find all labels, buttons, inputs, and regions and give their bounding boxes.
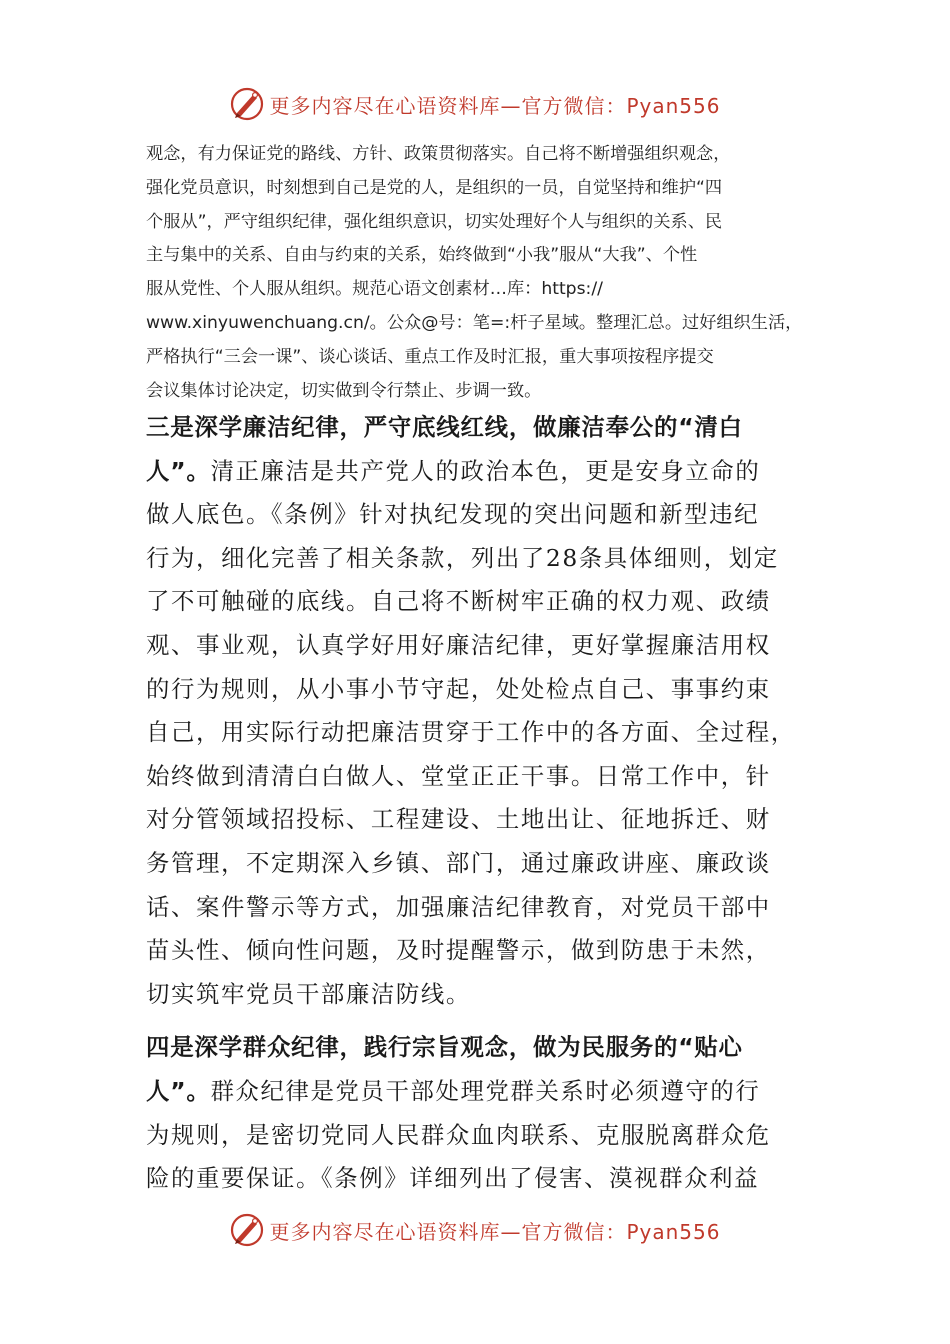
text-line: 服从党性、个人服从组织。规范心语文创素材…库：https:// [146, 279, 603, 300]
body-sections [146, 406, 836, 1201]
text-line: 主与集中的关系、自由与约束的关系，始终做到“小我”服从“大我”、个性 [146, 245, 698, 266]
section-heading: 三是深学廉洁纪律，严守底线红线，做廉洁奉公的“清白 [146, 413, 743, 441]
text-line: 苗头性、倾向性问题，及时提醒警示，做到防患于未然， [146, 936, 771, 965]
text-line: 对分管领域招投标、工程建设、土地出让、征地拆迁、财 [146, 805, 771, 834]
text-line: 行为，细化完善了相关条款，列出了28条具体细则，划定 [146, 543, 779, 572]
pen-logo-icon [229, 86, 265, 122]
text-line: 做人底色。《条例》针对执纪发现的突出问题和新型违纪 [146, 500, 760, 529]
section-4 [146, 1026, 836, 1200]
text-line: 话、案件警示等方式，加强廉洁纪律教育，对党员干部中 [146, 892, 771, 921]
text-line: 始终做到清清白白做人、堂堂正正干事。日常工作中，针 [146, 761, 771, 790]
text-line: 为规则，是密切党同人民群众血肉联系、克服脱离群众危 [146, 1120, 771, 1149]
pen-logo-icon [229, 1212, 265, 1248]
text-line: 自己，用实际行动把廉洁贯穿于工作中的各方面、全过程， [146, 718, 796, 747]
banner-text: 更多内容尽在心语资料库—官方微信：Pyan556 [269, 1219, 721, 1244]
section-3 [146, 406, 836, 1016]
text-line: 观、事业观，认真学好用好廉洁纪律，更好掌握廉洁用权 [146, 630, 771, 659]
text-line: 险的重要保证。《条例》详细列出了侵害、漠视群众利益 [146, 1164, 760, 1193]
section-heading-end: 人”。 [146, 456, 211, 485]
text-line: 强化党员意识，时刻想到自己是党的人，是组织的一员，自觉坚持和维护“四 [146, 177, 723, 198]
header-banner [0, 84, 950, 124]
text-line: 了不可触碰的底线。自己将不断树牢正确的权力观、政绩 [146, 587, 771, 616]
section-heading-end: 人”。 [146, 1076, 211, 1105]
footer-banner [0, 1210, 950, 1250]
text-line: 切实筑牢党员干部廉洁防线。 [146, 979, 471, 1008]
text-line-rest: 群众纪律是党员干部处理党群关系时必须遵守的行 [210, 1076, 761, 1105]
text-line [146, 450, 836, 494]
text-line-rest: 清正廉洁是共产党人的政治本色，更是安身立命的 [210, 456, 761, 485]
text-line: 观念，有力保证党的路线、方针、政策贯彻落实。自己将不断增强组织观念， [146, 144, 731, 164]
text-line: 务管理，不定期深入乡镇、部门，通过廉政讲座、廉政谈 [146, 848, 771, 877]
text-line: 严格执行“三会一课”、谈心谈话、重点工作及时汇报，重大事项按程序提交 [146, 346, 714, 367]
text-line: 会议集体讨论决定，切实做到令行禁止、步调一致。 [146, 380, 542, 401]
intro-paragraph [146, 138, 826, 408]
text-line: 个服从”，严守组织纪律，强化组织意识，切实处理好个人与组织的关系、民 [146, 211, 723, 232]
text-line [146, 1070, 836, 1114]
text-line: 的行为规则，从小事小节守起，处处检点自己、事事约束 [146, 674, 771, 703]
banner-text: 更多内容尽在心语资料库—官方微信：Pyan556 [269, 93, 721, 118]
section-heading: 四是深学群众纪律，践行宗旨观念，做为民服务的“贴心 [146, 1033, 743, 1062]
text-line: www.xinyuwenchuang.cn/。公众@号：笔=:杆子星域。整理汇总。过好组织生活， [146, 312, 803, 333]
